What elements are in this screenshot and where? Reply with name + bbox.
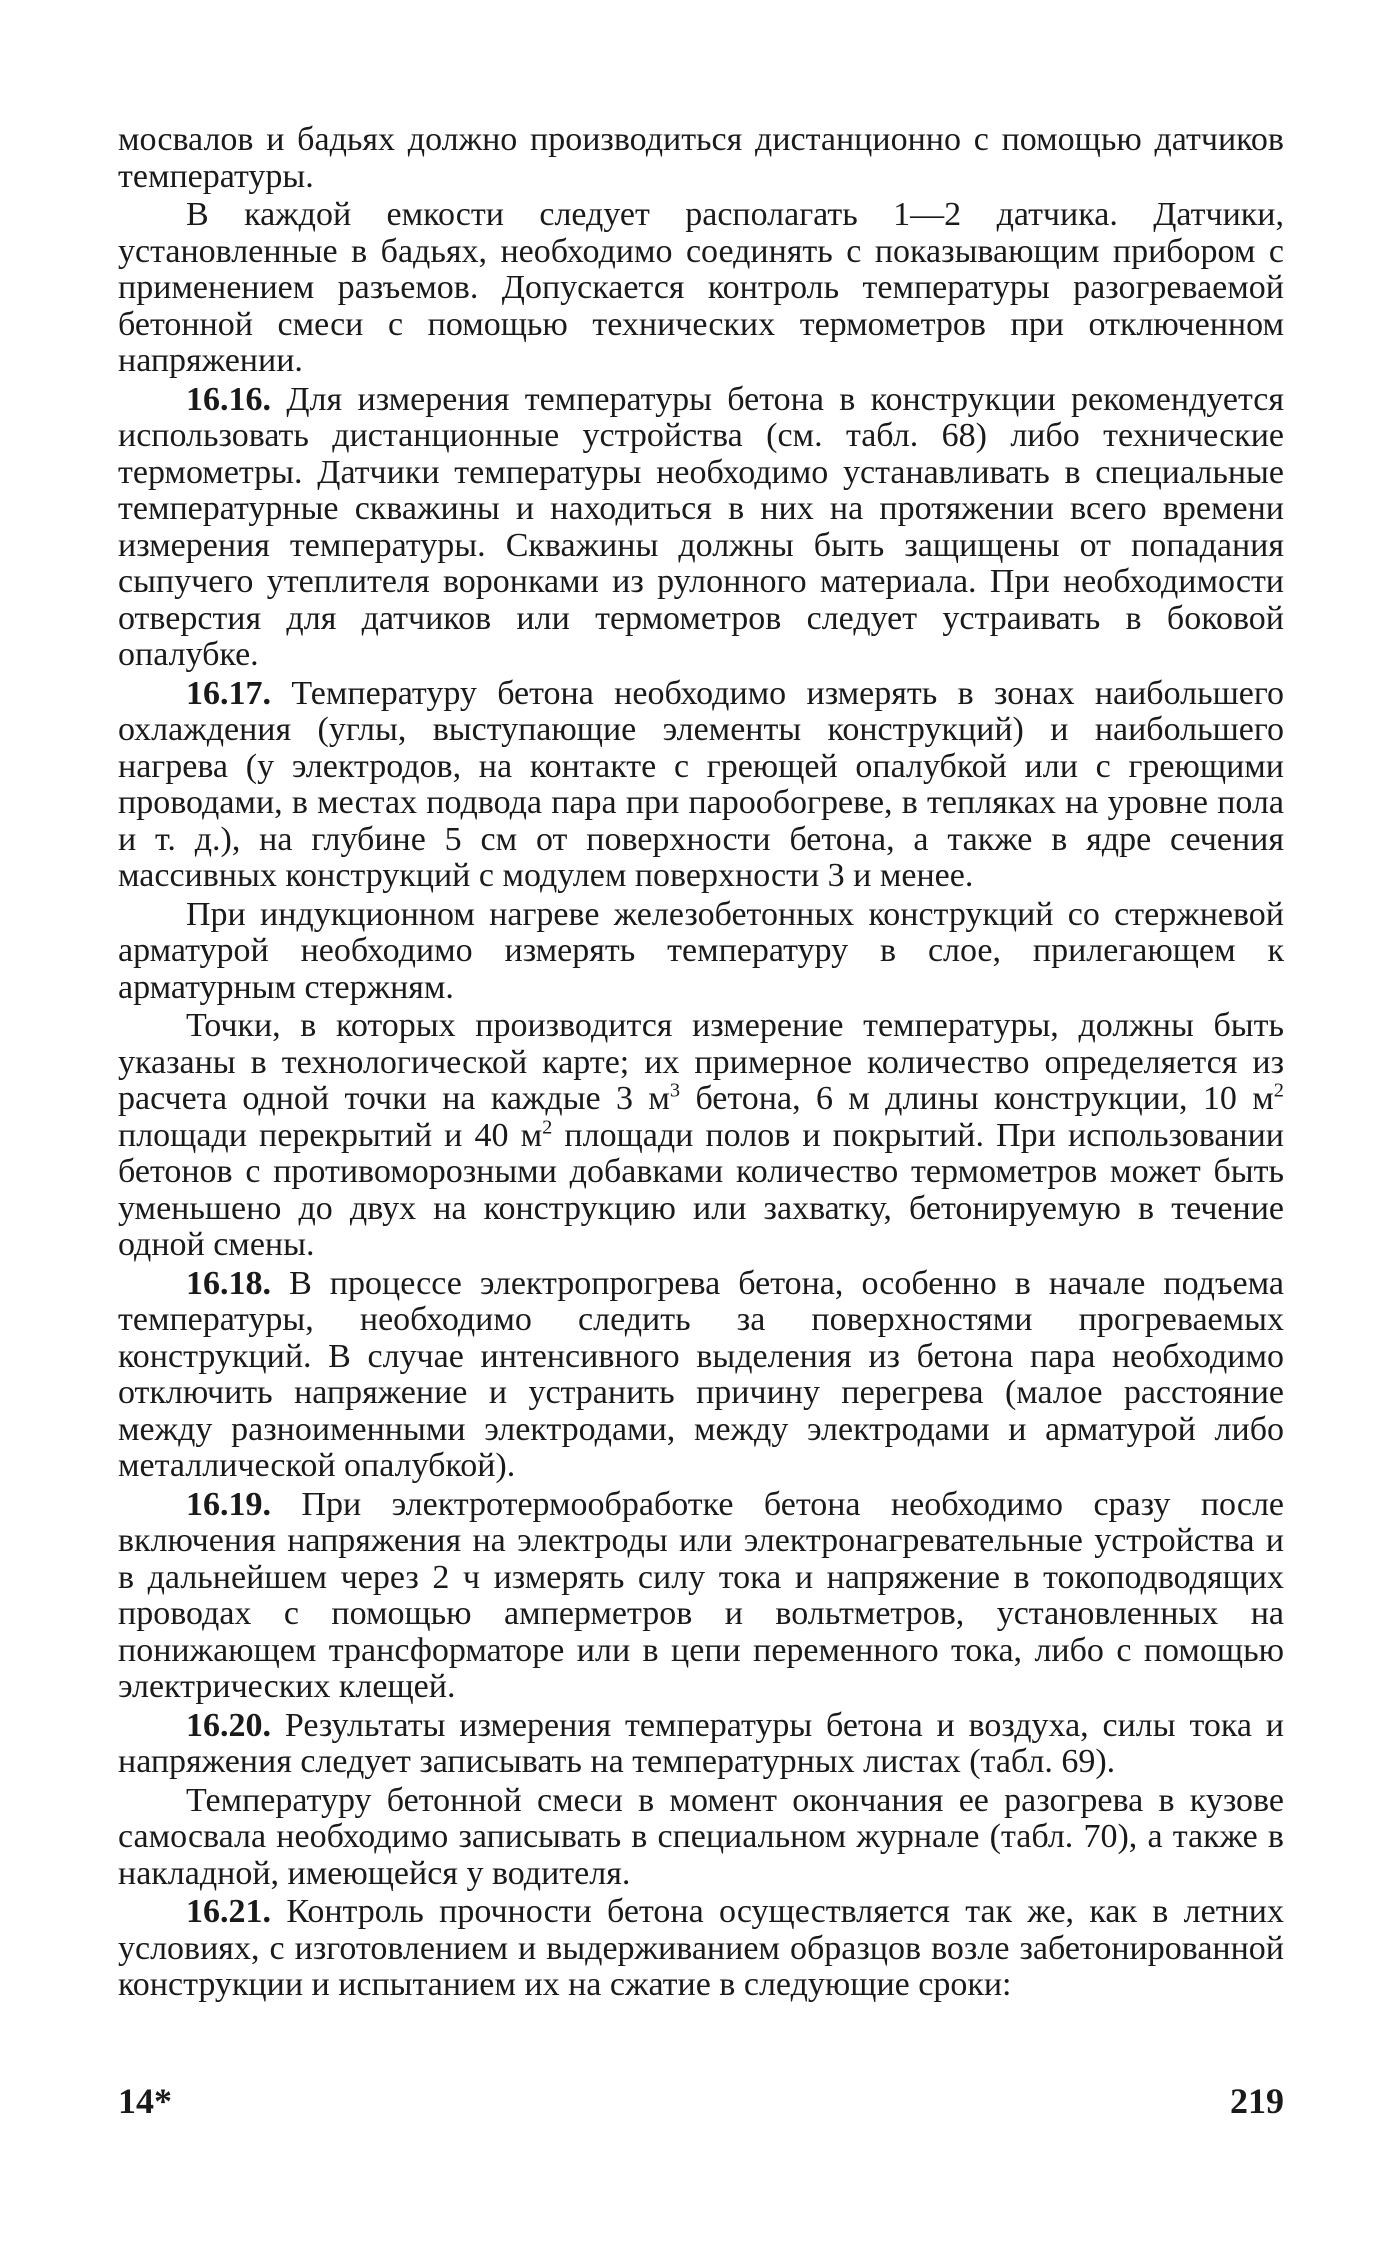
- superscript-square: 2: [542, 1116, 553, 1139]
- paragraph-16-21: 16.21. Контроль прочности бетона осуществляется так же, как в летних условиях, с изготовлением и выдерживанием образцов возле забетонированной конструкции и испытанием их на сжатие в следующие сроки:: [118, 1893, 1284, 2003]
- paragraph-16-18: 16.18. В процессе электропрогрева бетона, особенно в начале подъема температуры, необходимо следить за поверхностями прогреваемых конструкций. В случае интенсивного выделения из бетона пара необходимо отключить напряжение и устранить причину перегрева (малое расстояние между разноименными электродами, между электродами и арматурой либо металлической опалубкой).: [118, 1264, 1284, 1484]
- paragraph-16-20: 16.20. Результаты измерения температуры бетона и воздуха, силы тока и напряжения следует записывать на температурных листах (табл. 69).: [118, 1706, 1285, 1780]
- paragraph-16-19: 16.19. При электротермообработке бетона необходимо сразу после включения напряжения на электроды или электронагревательные устройства и в дальнейшем через 2 ч измерять силу тока и напряжение в токоподводящих проводах с помощью амперметров и вольтметров, установленных на понижающем трансформаторе или в цепи переменного тока, либо с помощью электрических клещей.: [118, 1485, 1285, 1705]
- superscript-cubic: 3: [669, 1079, 681, 1102]
- paragraph-induction-heating: При индукционном нагреве железобетонных конструкций со стержневой арматурой необходимо измерять температуру в слое, прилегающем к арматурным стержням.: [118, 895, 1284, 1006]
- paragraph-16-17: 16.17. Температуру бетона необходимо измерять в зонах наибольшего охлаждения (углы, выступающие элементы конструкций) и наибольшего нагрева (у электродов, на контакте с греющей опалубкой или с греющими проводами, в местах подвода пара при парообогреве, в тепляках на уровне пола и т. д.), на глубине 5 см от поверхности бетона, а также в ядре сечения массивных конструкций с модулем поверхности 3 и менее.: [118, 674, 1284, 894]
- clause-number: 16.20.: [186, 1706, 271, 1744]
- paragraph-measurement-points: Точки, в которых производится измерение температуры, должны быть указаны в технологической карте; их примерное количество определяется из расчета одной точки на каждые 3 $м^3$ бетона, 6 м длины конструкции, 10 $м^2$ площади перекрытий и 40 $м^2$ площади полов и покрытий. При использовании бетонов с противоморозными добавками количество термометров может быть уменьшено до двух на конструкцию или захватку, бетонируемую в течение одной смены.: [118, 1007, 1284, 1263]
- clause-number: 16.19.: [186, 1485, 271, 1523]
- paragraph-mix-temperature-log: Температуру бетонной смеси в момент окончания ее разогрева в кузове самосвала необходимо записывать в специальном журнале (табл. 70), а также в накладной, имеющейся у водителя.: [118, 1781, 1284, 1892]
- signature-mark: 14*: [118, 2081, 172, 2121]
- document-page: [118, 122, 1284, 2004]
- clause-number: 16.21.: [186, 1893, 271, 1930]
- paragraph-16-16: 16.16. Для измерения температуры бетона в конструкции рекомендуется использовать дистанционные устройства (см. табл. 68) либо технические термометры. Датчики температуры необходимо устанавливать в специальные температурные скважины и находиться в них на протяжении всего времени измерения температуры. Скважины должны быть защищены от попадания сыпучего утеплителя воронками из рулонного материала. При необходимости отверстия для датчиков или термометров следует устраивать в боковой опалубке.: [118, 380, 1285, 673]
- page-number: 219: [1230, 2081, 1284, 2121]
- superscript-square: 2: [1273, 1079, 1284, 1102]
- clause-number: 16.17.: [186, 674, 271, 712]
- paragraph-continuation: мосвалов и бадьях должно производиться дистанционно с помощью датчиков температуры.: [118, 121, 1284, 195]
- clause-number: 16.18.: [186, 1264, 271, 1302]
- paragraph-sensors-count: В каждой емкости следует располагать 1—2 датчика. Датчики, установленные в бадьях, необходимо соединять с показывающим прибором с применением разъемов. Допускается контроль температуры разогреваемой бетонной смеси с помощью технических термометров при отключенном напряжении.: [118, 196, 1284, 379]
- clause-number: 16.16.: [186, 380, 271, 418]
